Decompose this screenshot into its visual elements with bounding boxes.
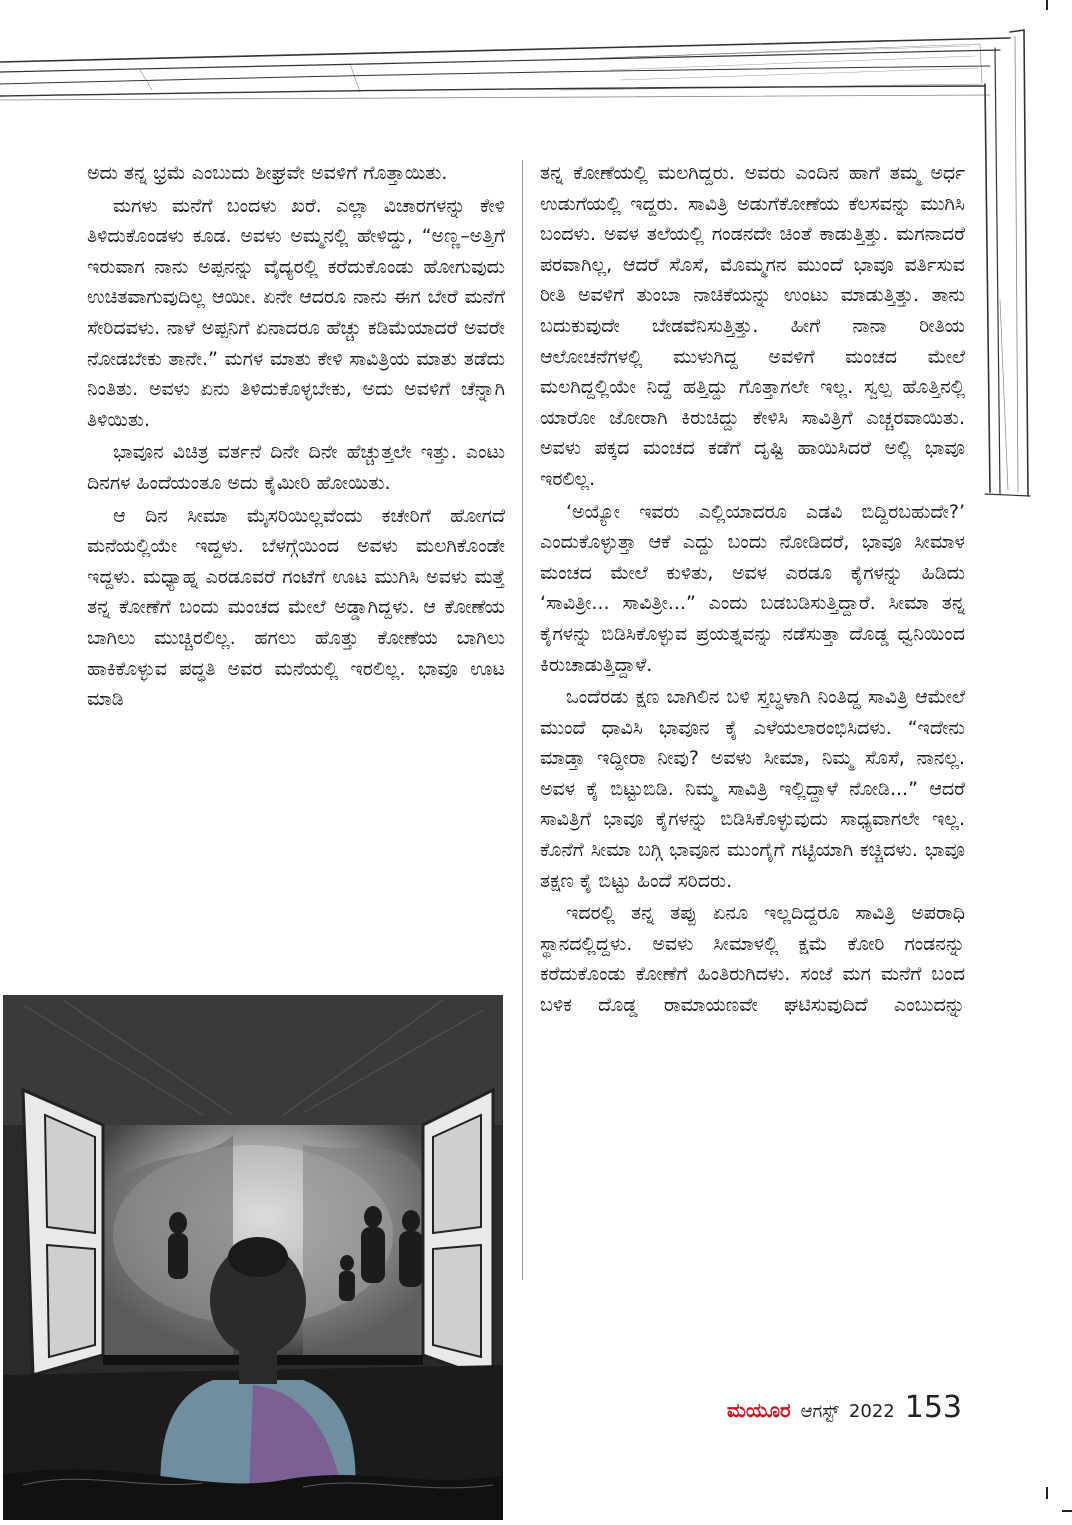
paragraph: ಆ ದಿನ ಸೀಮಾ ಮೈಸರಿಯಿಲ್ಲವೆಂದು ಕಚೇರಿಗೆ ಹೋಗದೆ ಮನೆಯಲ್ಲಿಯೇ ಇದ್ದಳು. ಬೆಳಗ್ಗೆಯಿಂದ ಅವಳು ಮಲಗಿಕೊಂಡೇ ಇದ್ದಳು. ಮಧ್ಯಾಹ್ನ ಎರಡೂವರೆ ಗಂಟೆಗೆ ಊಟ ಮುಗಿಸಿ ಅವಳು ಮತ್ತೆ ತನ್ನ ಕೋಣೆಗೆ ಬಂದು ಮಂಚದ ಮೇಲೆ ಅಡ್ಡಾಗಿದ್ದಳು. ಆ ಕೋಣೆಯ ಬಾಗಿಲು ಮುಚ್ಚಿರಲಿಲ್ಲ. ಹಗಲು ಹೊತ್ತು ಕೋಣೆಯ ಬಾಗಿಲು ಹಾಕಿಕೊಳ್ಳುವ ಪದ್ಧತಿ ಅವರ ಮನೆಯಲ್ಲಿ ಇರಲಿಲ್ಲ. ಭಾವೂ ಊಟ ಮಾಡಿ bbox=[87, 504, 505, 711]
page-footer bbox=[727, 1390, 962, 1425]
paragraph: ‘ಅಯ್ಯೋ ಇವರು ಎಲ್ಲಿಯಾದರೂ ಎಡವಿ ಬಿದ್ದಿರಬಹುದೇ?’ ಎಂದುಕೊಳ್ಳುತ್ತಾ ಆಕೆ ಎದ್ದು ಬಂದು ನೋಡಿದರೆ, ಭಾವೂ ಸೀಮಾಳ ಮಂಚದ ಮೇಲೆ ಕುಳಿತು, ಅವಳ ಎರಡೂ ಕೈಗಳನ್ನು ಹಿಡಿದು ‘ಸಾವಿತ್ರೀ... ಸಾವಿತ್ರೀ...” ಎಂದು ಬಡಬಡಿಸುತ್ತಿದ್ದಾರೆ. ಸೀಮಾ ತನ್ನ ಕೈಗಳನ್ನು ಬಿಡಿಸಿಕೊಳ್ಳುವ ಪ್ರಯತ್ನವನ್ನು ನಡೆಸುತ್ತಾ ದೊಡ್ಡ ಧ್ವನಿಯಿಂದ ಕಿರುಚಾಡುತ್ತಿದ್ದಾಳೆ. bbox=[540, 500, 965, 676]
magazine-brand: ಮಯೂರ bbox=[726, 1398, 791, 1422]
article-left-column bbox=[87, 158, 505, 717]
paragraph: ಇದರಲ್ಲಿ ತನ್ನ ತಪ್ಪು ಏನೂ ಇಲ್ಲದಿದ್ದರೂ ಸಾವಿತ್ರಿ ಅಪರಾಧಿ ಸ್ಥಾನದಲ್ಲಿದ್ದಳು. ಅವಳು ಸೀಮಾಳಲ್ಲಿ ಕ್ಷಮೆ ಕೋರಿ ಗಂಡನನ್ನು ಕರೆದುಕೊಂಡು ಕೋಣೆಗೆ ಹಿಂತಿರುಗಿದಳು. ಸಂಜೆ ಮಗ ಮನೆಗೆ ಬಂದ ಬಳಿಕ ದೊಡ್ಡ ರಾಮಾಯಣವೇ ಘಟಿಸುವುದಿದೆ ಎಂಬುದನ್ನು bbox=[540, 902, 965, 1017]
article-right-column bbox=[540, 158, 965, 1023]
crop-mark bbox=[1046, 1487, 1048, 1499]
window-figure-illustration bbox=[3, 995, 503, 1520]
page-number: 153 bbox=[904, 1390, 962, 1425]
paragraph: ತನ್ನ ಕೋಣೆಯಲ್ಲಿ ಮಲಗಿದ್ದರು. ಅವರು ಎಂದಿನ ಹಾಗೆ ತಮ್ಮ ಅರ್ಧ ಉಡುಗೆಯಲ್ಲಿ ಇದ್ದರು. ಸಾವಿತ್ರಿ ಅಡುಗೆಕೋಣೆಯ ಕೆಲಸವನ್ನು ಮುಗಿಸಿ ಬಂದಳು. ಅವಳ ತಲೆಯಲ್ಲಿ ಗಂಡನದೇ ಚಿಂತೆ ಕಾಡುತ್ತಿತ್ತು. ಮಗನಾದರೆ ಪರವಾಗಿಲ್ಲ, ಆದರೆ ಸೊಸೆ, ಮೊಮ್ಮಗನ ಮುಂದೆ ಭಾವೂ ವರ್ತಿಸುವ ರೀತಿ ಅವಳಿಗೆ ತುಂಬಾ ನಾಚಿಕೆಯನ್ನು ಉಂಟು ಮಾಡುತ್ತಿತ್ತು. ತಾನು ಬದುಕುವುದೇ ಬೇಡವೆನಿಸುತ್ತಿತ್ತು. ಹೀಗೆ ನಾನಾ ರೀತಿಯ ಆಲೋಚನೆಗಳಲ್ಲಿ ಮುಳುಗಿದ್ದ ಅವಳಿಗೆ ಮಂಚದ ಮೇಲೆ ಮಲಗಿದ್ದಲ್ಲಿಯೇ ನಿದ್ದೆ ಹತ್ತಿದ್ದು ಗೊತ್ತಾಗಲೇ ಇಲ್ಲ. ಸ್ವಲ್ಪ ಹೊತ್ತಿನಲ್ಲಿ ಯಾರೋ ಜೋರಾಗಿ ಕಿರುಚಿದ್ದು ಕೇಳಿಸಿ ಸಾವಿತ್ರಿಗೆ ಎಚ್ಚರವಾಯಿತು. ಅವಳು ಪಕ್ಕದ ಮಂಚದ ಕಡೆಗೆ ದೃಷ್ಟಿ ಹಾಯಿಸಿದರೆ ಅಲ್ಲಿ ಭಾವೂ ಇರಲಿಲ್ಲ. bbox=[540, 162, 965, 490]
paragraph: ಒಂದೆರಡು ಕ್ಷಣ ಬಾಗಿಲಿನ ಬಳಿ ಸ್ತಬ್ಧಳಾಗಿ ನಿಂತಿದ್ದ ಸಾವಿತ್ರಿ ಆಮೇಲೆ ಮುಂದೆ ಧಾವಿಸಿ ಭಾವೂನ ಕೈ ಎಳೆಯಲಾರಂಭಿಸಿದಳು. “ಇದೇನು ಮಾಡ್ತಾ ಇದ್ದೀರಾ ನೀವು? ಅವಳು ಸೀಮಾ, ನಿಮ್ಮ ಸೊಸೆ, ನಾನಲ್ಲ. ಅವಳ ಕೈ ಬಿಟ್ಟುಬಿಡಿ. ನಿಮ್ಮ ಸಾವಿತ್ರಿ ಇಲ್ಲಿದ್ದಾಳೆ ನೋಡಿ...” ಆದರೆ ಸಾವಿತ್ರಿಗೆ ಭಾವೂ ಕೈಗಳನ್ನು ಬಿಡಿಸಿಕೊಳ್ಳುವುದು ಸಾಧ್ಯವಾಗಲೇ ಇಲ್ಲ. ಕೊನೆಗೆ ಸೀಮಾ ಬಗ್ಗಿ ಭಾವೂನ ಮುಂಗೈಗೆ ಗಟ್ಟಿಯಾಗಿ ಕಚ್ಚಿದಳು. ಭಾವೂ ತಕ್ಷಣ ಕೈ ಬಿಟ್ಟು ಹಿಂದೆ ಸರಿದರು. bbox=[540, 686, 965, 892]
column-divider bbox=[522, 160, 523, 1280]
issue-month: ಆಗಸ್ಟ್ bbox=[800, 1401, 839, 1422]
issue-year: 2022 bbox=[848, 1401, 895, 1422]
paragraph: ಮಗಳು ಮನೆಗೆ ಬಂದಳು ಖರೆ. ಎಲ್ಲಾ ವಿಚಾರಗಳನ್ನು ಕೇಳಿ ತಿಳಿದುಕೊಂಡಳು ಕೂಡ. ಅವಳು ಅಮ್ಮನಲ್ಲಿ ಹೇಳಿದ್ದು, “ಅಣ್ಣ–ಅತ್ತಿಗೆ ಇರುವಾಗ ನಾನು ಅಪ್ಪನನ್ನು ವೈದ್ಯರಲ್ಲಿ ಕರೆದುಕೊಂಡು ಹೋಗುವುದು ಉಚಿತವಾಗುವುದಿಲ್ಲ ಆಯೀ. ಏನೇ ಆದರೂ ನಾನು ಈಗ ಬೇರೆ ಮನೆಗೆ ಸೇರಿದವಳು. ನಾಳೆ ಅಪ್ಪನಿಗೆ ಏನಾದರೂ ಹೆಚ್ಚು ಕಡಿಮೆಯಾದರೆ ಅವರೇ ನೋಡಬೇಕು ತಾನೇ.” ಮಗಳ ಮಾತು ಕೇಳಿ ಸಾವಿತ್ರಿಯ ಮಾತು ತಡೆದು ನಿಂತಿತು. ಅವಳು ಏನು ತಿಳಿದುಕೊಳ್ಳಬೇಕು, ಅದು ಅವಳಿಗೆ ಚೆನ್ನಾಗಿ ತಿಳಿಯಿತು. bbox=[87, 194, 505, 431]
crop-mark bbox=[1062, 1510, 1072, 1512]
paragraph: ಅದು ತನ್ನ ಭ್ರಮೆ ಎಂಬುದು ಶೀಘ್ರವೇ ಅವಳಿಗೆ ಗೊತ್ತಾಯಿತು. bbox=[87, 162, 448, 184]
paragraph: ಭಾವೂನ ವಿಚಿತ್ರ ವರ್ತನೆ ದಿನೇ ದಿನೇ ಹೆಚ್ಚುತ್ತಲೇ ಇತ್ತು. ಎಂಟು ದಿನಗಳ ಹಿಂದೆಯಂತೂ ಅದು ಕೈಮೀರಿ ಹೋಯಿತು. bbox=[87, 441, 505, 494]
crop-mark bbox=[1046, 0, 1048, 10]
